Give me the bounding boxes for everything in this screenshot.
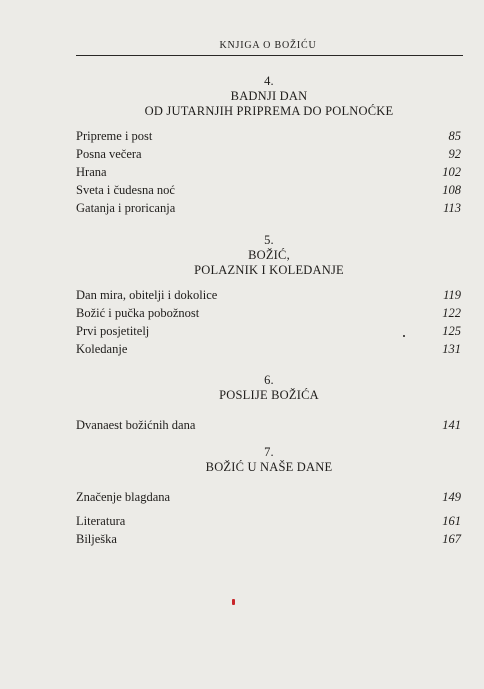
toc-entry-page: 167	[442, 532, 461, 546]
toc-entry-label: Dvanaest božićnih dana	[76, 418, 196, 432]
toc-entry	[76, 163, 462, 181]
toc-entry-label: Pripreme i post	[76, 129, 153, 143]
toc-section-6	[76, 373, 462, 434]
toc-entry	[76, 512, 462, 530]
section-title: BOŽIĆ U NAŠE DANE	[205, 460, 333, 474]
toc-entry	[76, 304, 462, 322]
toc-entry-page: 125	[442, 324, 461, 338]
toc-entry-label: Koledanje	[76, 342, 128, 356]
toc-entry-page: 85	[448, 129, 461, 143]
toc-entry	[76, 127, 462, 145]
toc-entry-label: Hrana	[76, 165, 107, 179]
toc-entry-page: 161	[442, 514, 461, 528]
section-number: 4.	[264, 74, 274, 88]
red-ink-mark	[232, 599, 235, 605]
toc-section-4	[76, 74, 462, 217]
toc-section-7	[76, 445, 462, 506]
section-subtitle: OD JUTARNJIH PRIPREMA DO POLNOĆKE	[144, 104, 394, 118]
ink-speck	[403, 335, 405, 337]
toc-entry-page: 131	[442, 342, 461, 356]
toc-entry-label: Bilješka	[76, 532, 117, 546]
toc-entry-page: 113	[443, 201, 461, 215]
toc-entry	[76, 199, 462, 217]
toc-entry-page: 92	[448, 147, 461, 161]
toc-entry	[76, 181, 462, 199]
toc-entry	[76, 530, 462, 548]
section-number: 7.	[264, 445, 274, 459]
toc-entry-page: 122	[442, 306, 461, 320]
section-number: 6.	[264, 373, 274, 387]
toc-entry-page: 102	[442, 165, 461, 179]
header-rule	[76, 55, 463, 56]
toc-entry	[76, 416, 462, 434]
section-number: 5.	[264, 233, 274, 247]
toc-entry	[76, 322, 462, 340]
toc-entry-label: Posna večera	[76, 147, 142, 161]
toc-back-matter	[76, 512, 462, 548]
toc-entry-page: 108	[442, 183, 461, 197]
toc-entry-label: Prvi posjetitelj	[76, 324, 150, 338]
toc-entry	[76, 145, 462, 163]
section-title: POSLIJE BOŽIĆA	[219, 388, 319, 402]
toc-entry	[76, 488, 462, 506]
toc-entry-label: Božić i pučka pobožnost	[76, 306, 200, 320]
toc-entry-page: 141	[442, 418, 461, 432]
toc-entry-label: Gatanja i proricanja	[76, 201, 176, 215]
toc-entry-label: Sveta i čudesna noć	[76, 183, 175, 197]
toc-entry-label: Značenje blagdana	[76, 490, 171, 504]
running-head: KNJIGA O BOŽIĆU	[219, 40, 317, 51]
toc-entry-page: 149	[442, 490, 461, 504]
section-subtitle: POLAZNIK I KOLEDANJE	[194, 263, 344, 277]
toc-entry	[76, 340, 462, 358]
toc-entry-label: Literatura	[76, 514, 126, 528]
toc-entry	[76, 286, 462, 304]
section-title: BOŽIĆ,	[248, 248, 290, 262]
toc-entry-label: Dan mira, obitelji i dokolice	[76, 288, 218, 302]
toc-entry-page: 119	[443, 288, 461, 302]
toc-section-5	[76, 233, 462, 358]
section-title: BADNJI DAN	[230, 89, 308, 103]
